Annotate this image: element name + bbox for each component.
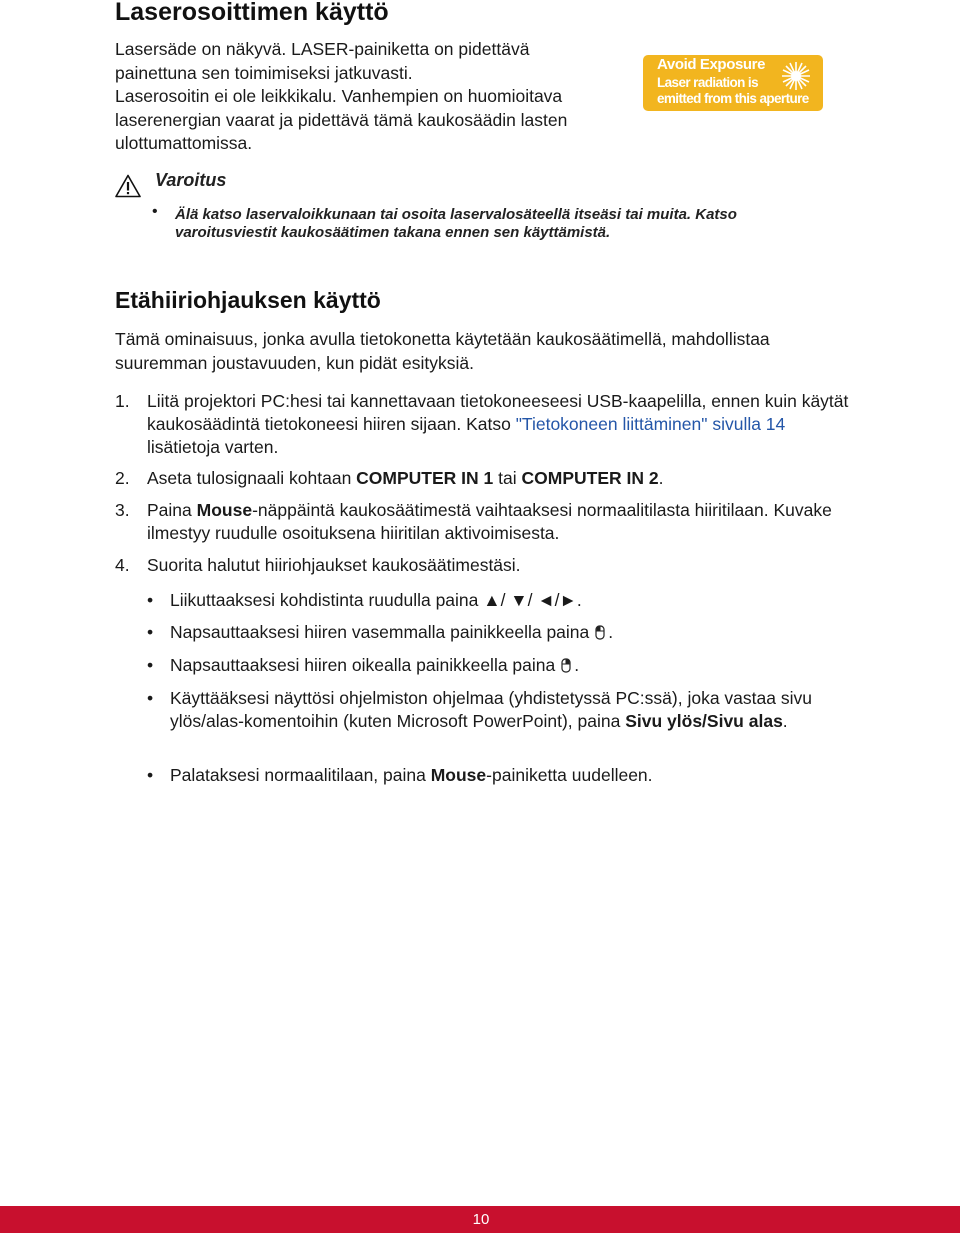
page-title: Laserosoittimen käyttö xyxy=(115,0,389,26)
button-name: Mouse xyxy=(196,500,253,520)
arrow-keys-icons: ▲/ ▼/ ◄/► xyxy=(483,590,577,610)
laser-burst-icon xyxy=(781,61,811,91)
step-text-part: -näppäintä kaukosäätimestä vaihtaaksesi normaalitilasta hiiritilaan. Kuvake ilmestyy ruudulle osoituksena hiiritilan aktivoimisesta. xyxy=(147,500,832,543)
bullet-dot: • xyxy=(147,590,154,610)
list-text-part: Liikuttaaksesi kohdistinta ruudulla paina xyxy=(170,590,484,610)
laser-intro xyxy=(115,38,605,156)
section-title: Etähiiriohjauksen käyttö xyxy=(115,287,381,313)
bullet-dot: • xyxy=(147,688,154,708)
warning-text: Älä katso laservaloikkunaan tai osoita laservalosäteellä itseäsi tai muita. Katso varoitusviestit kaukosäätimen takana ennen sen käyttämistä. xyxy=(175,206,737,241)
list-text-part: Napsauttaaksesi hiiren vasemmalla painikkeella paina xyxy=(170,622,590,642)
list-text-part: Napsauttaaksesi hiiren oikealla painikkeella paina xyxy=(170,655,556,675)
list-item-text xyxy=(170,621,855,644)
button-name: Mouse xyxy=(430,765,487,785)
list-text-part: . xyxy=(574,655,580,675)
key-name: Sivu ylös/Sivu alas xyxy=(625,711,783,731)
label-line: Avoid Exposure xyxy=(657,56,766,73)
step-text-part: Aseta tulosignaali kohtaan xyxy=(147,468,357,488)
list-item-text xyxy=(170,687,855,733)
intro-paragraph: Laserosoitin ei ole leikkikalu. Vanhempien on huomioitava laserenergian vaarat ja pidettävä tämä kaukosäädin lasten ulottumattomissa. xyxy=(115,86,568,153)
list-text-part: Käyttääksesi näyttösi ohjelmiston ohjelmaa (yhdistetyssä PC:ssä), joka vastaa sivu ylös/alas-komentoihin (kuten Microsoft PowerPoint), paina xyxy=(170,688,812,731)
list-text-part: . xyxy=(608,622,614,642)
step-text xyxy=(147,499,852,545)
step-text-part: lisätietoja varten. xyxy=(147,437,279,457)
label-line: Laser radiation is xyxy=(657,75,758,90)
bullet-dot: • xyxy=(152,203,158,220)
list-item-text xyxy=(170,764,855,787)
step-text-part: tai xyxy=(493,468,522,488)
step-text: Suorita halutut hiiriohjaukset kaukosäätimestäsi. xyxy=(147,555,521,575)
input-name: COMPUTER IN 2 xyxy=(521,468,659,488)
step-text-part: . xyxy=(658,468,664,488)
step-text xyxy=(147,390,852,459)
step-number: 1. xyxy=(115,391,130,411)
list-text-part: . xyxy=(782,711,788,731)
input-name: COMPUTER IN 1 xyxy=(356,468,494,488)
page-number: 10 xyxy=(472,1211,490,1228)
list-text-part: Palataksesi normaalitilaan, paina xyxy=(170,765,431,785)
cross-reference-link[interactable]: "Tietokoneen liittäminen" sivulla 14 xyxy=(515,414,786,434)
label-line: emitted from this aperture xyxy=(657,91,809,106)
left-click-icon xyxy=(595,625,605,640)
step-text xyxy=(147,467,852,490)
bullet-dot: • xyxy=(147,655,154,675)
list-item-text xyxy=(170,589,855,612)
warning-icon xyxy=(115,174,141,198)
step-number: 3. xyxy=(115,500,130,520)
step-number: 2. xyxy=(115,468,130,488)
bullet-dot: • xyxy=(147,765,154,785)
step-number: 4. xyxy=(115,555,130,575)
bullet-dot: • xyxy=(147,622,154,642)
step-text-part: Liitä projektori PC:hesi tai kannettavaan tietokoneeseesi USB-kaapelilla, ennen kuin käytät kaukosäädintä tietokoneesi hiiren sijaan. Katso xyxy=(147,391,849,434)
section-intro: Tämä ominaisuus, jonka avulla tietokonetta käytetään kaukosäätimellä, mahdollistaa suuremman joustavuuden, kun pidät esityksiä. xyxy=(115,329,770,373)
list-item-text xyxy=(170,654,855,677)
laser-warning-label xyxy=(643,55,823,111)
warning-title: Varoitus xyxy=(155,170,227,190)
step-text-part: Paina xyxy=(147,500,197,520)
right-click-icon xyxy=(561,658,571,673)
intro-paragraph: Lasersäde on näkyvä. LASER-painiketta on pidettävä painettuna sen toimimiseksi jatkuvasti. xyxy=(115,39,530,83)
list-text-part: -painiketta uudelleen. xyxy=(486,765,653,785)
list-text-part: . xyxy=(576,590,582,610)
